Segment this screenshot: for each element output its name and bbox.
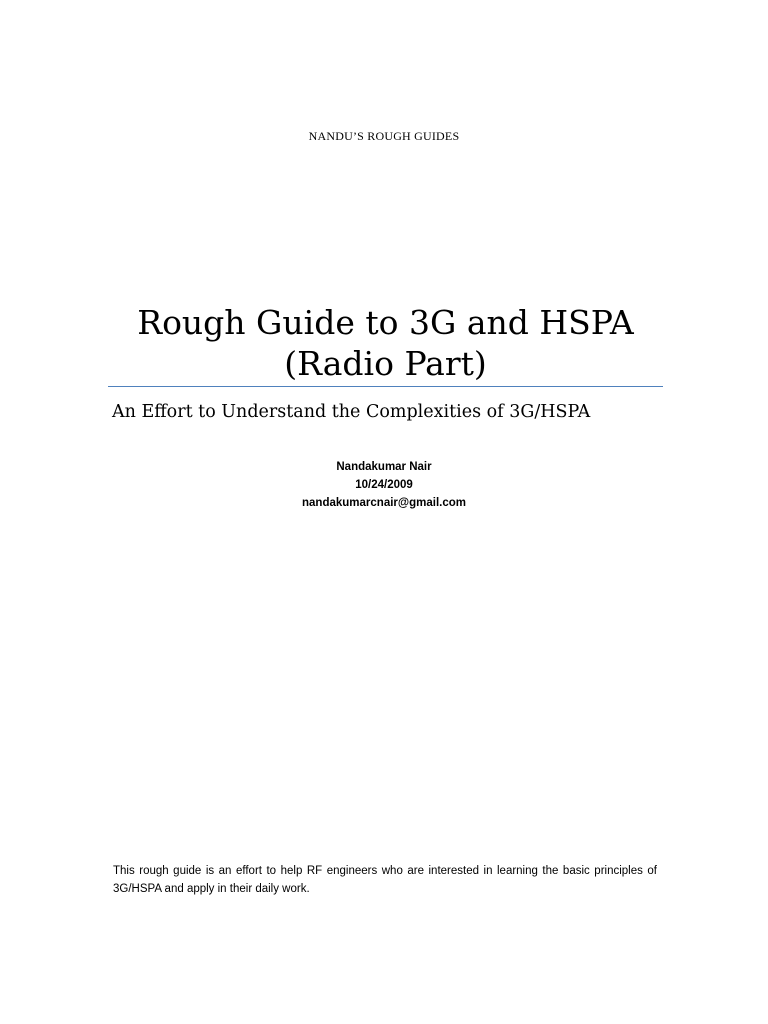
document-title bbox=[108, 302, 663, 384]
publish-date: 10/24/2009 bbox=[355, 479, 413, 491]
author-block bbox=[0, 458, 768, 512]
document-subtitle: An Effort to Understand the Complexities of 3G/HSPA bbox=[112, 402, 591, 422]
title-divider bbox=[108, 386, 663, 387]
title-line-2: (Radio Part) bbox=[284, 344, 487, 383]
series-header: NANDU’S ROUGH GUIDES bbox=[308, 129, 460, 143]
author-email: nandakumarcnair@gmail.com bbox=[302, 497, 466, 509]
title-line-1: Rough Guide to 3G and HSPA bbox=[137, 303, 634, 342]
abstract-text: This rough guide is an effort to help RF engineers who are interested in learning the basic principles of 3G/HSPA and apply in their daily work. bbox=[113, 865, 657, 895]
author-name: Nandakumar Nair bbox=[336, 461, 432, 473]
